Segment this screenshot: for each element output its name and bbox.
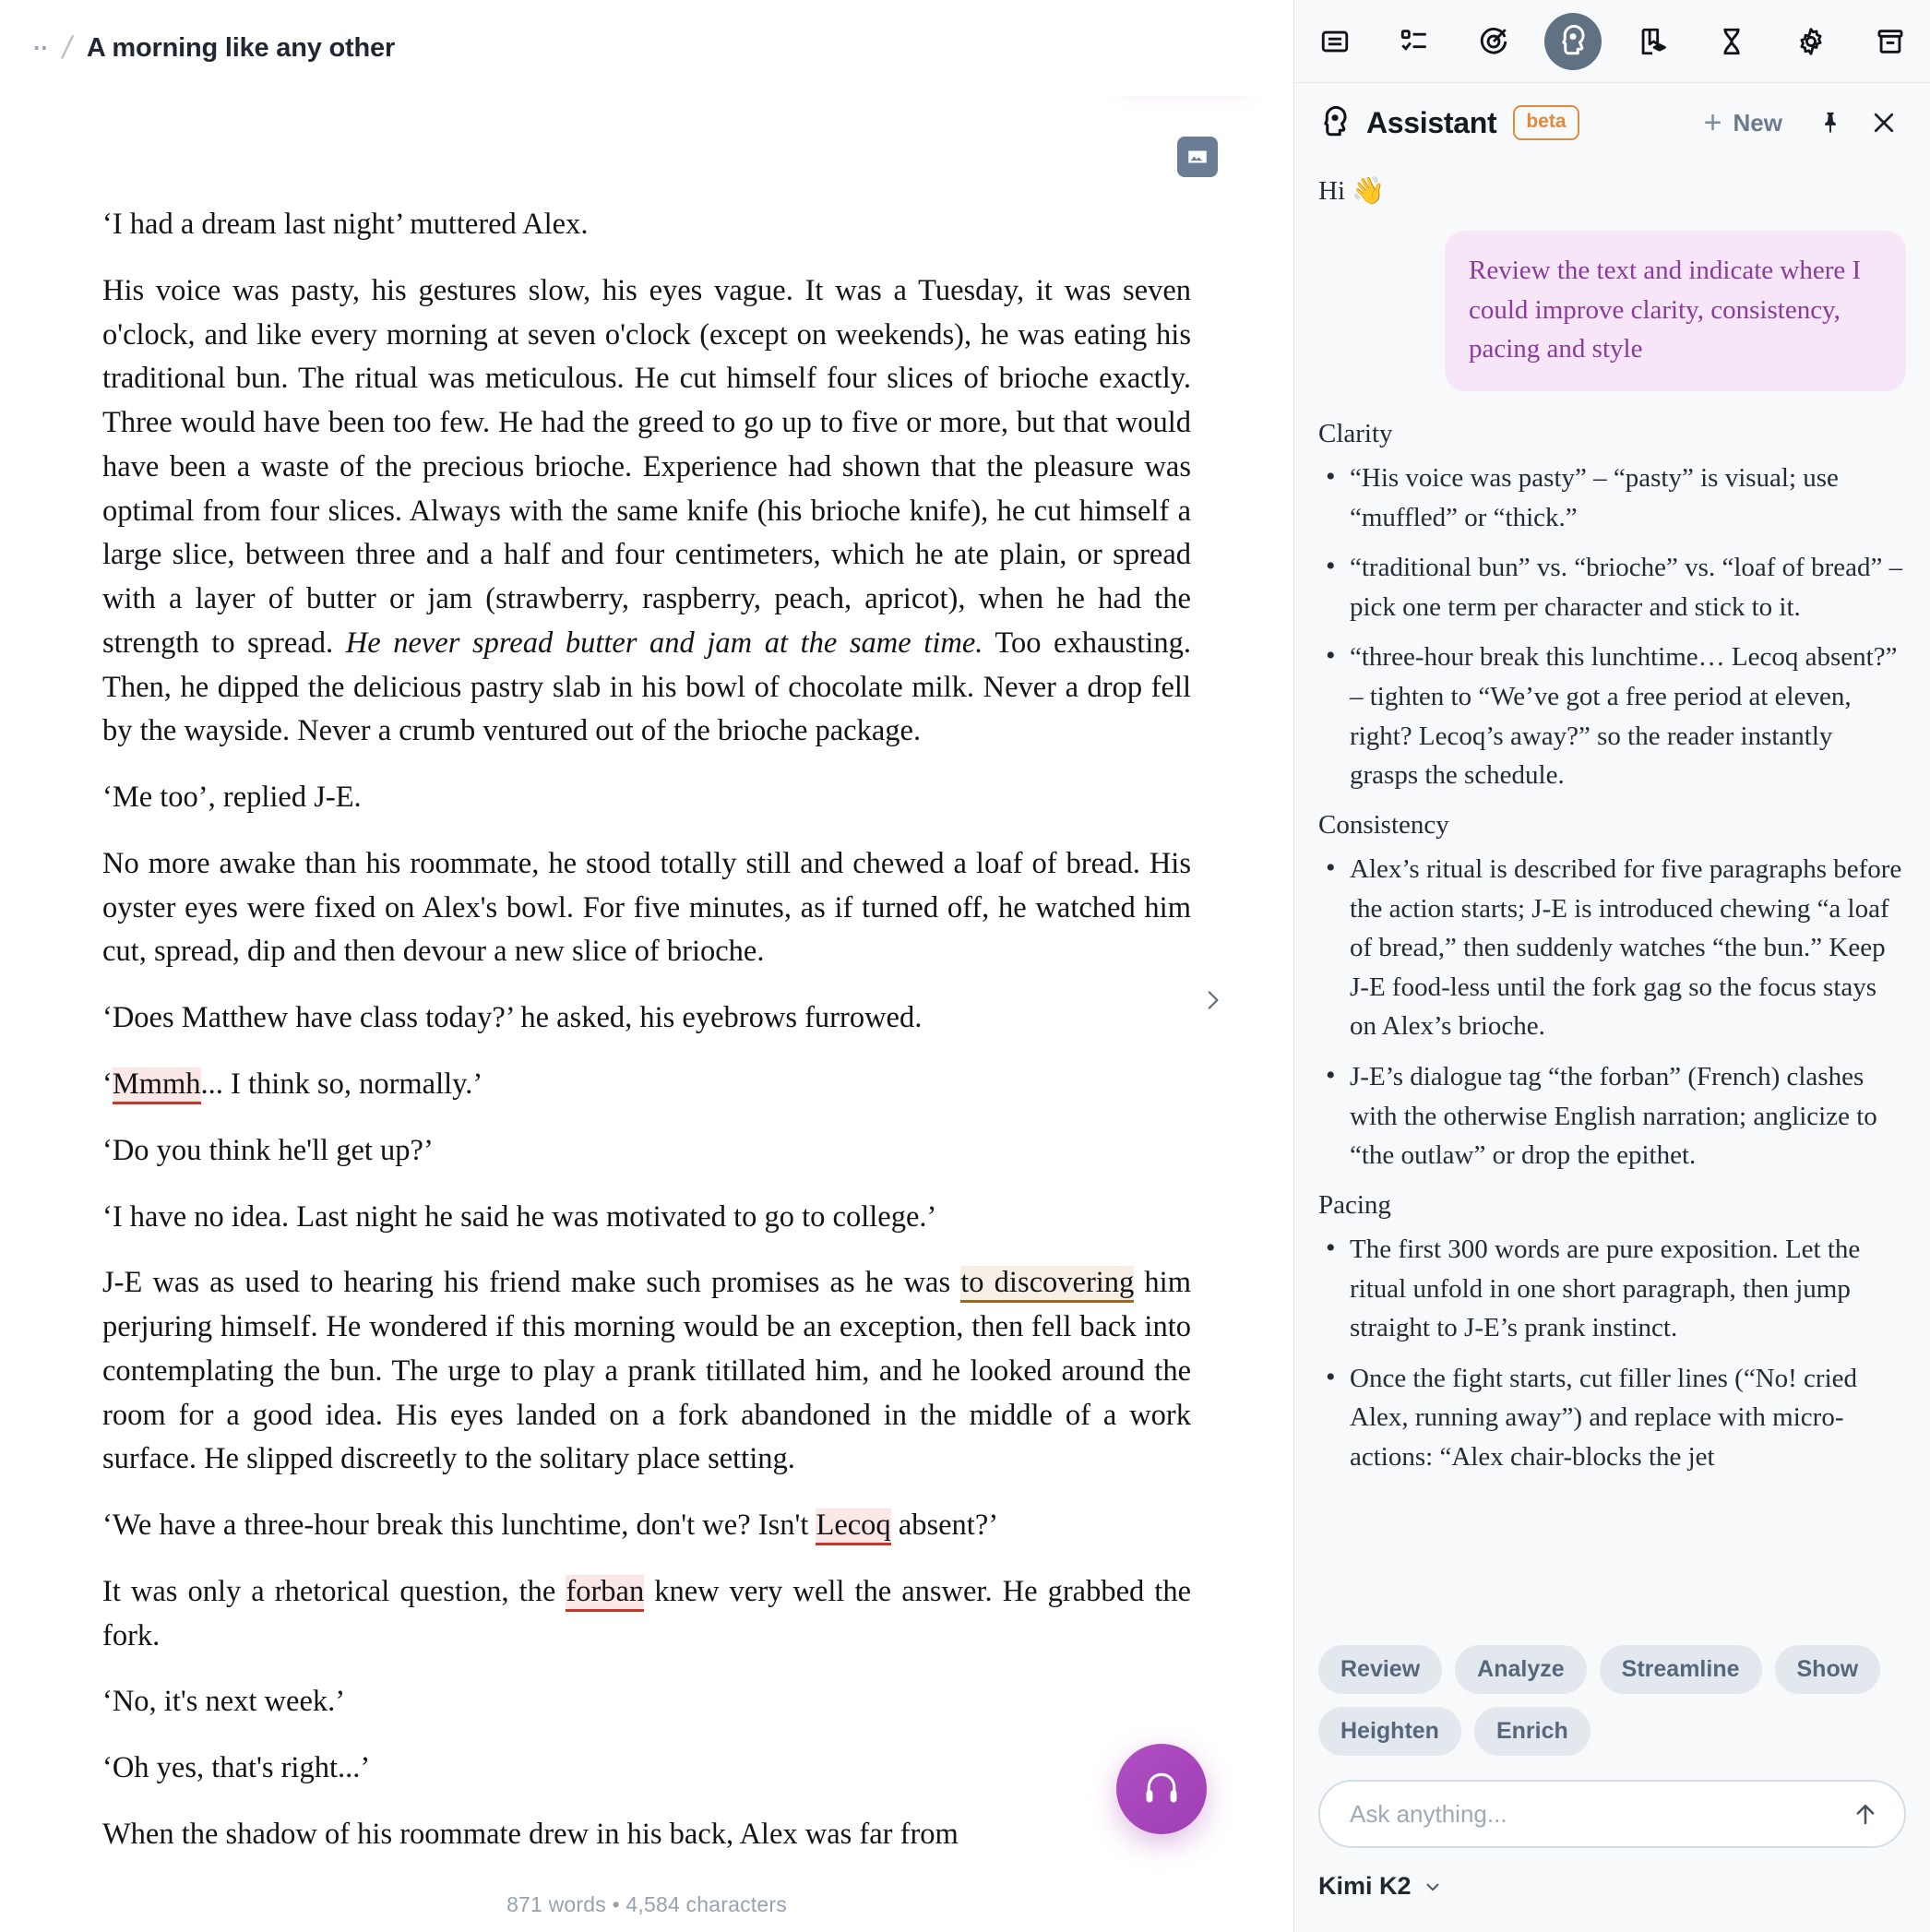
response-bullet: • “three-hour break this lunchtime… Lecoq absent?” – tighten to “We’ve got a free period at eleven, right? Lecoq’s away?” so the reader instantly grasps the schedule. [1318,638,1906,795]
document-paragraph[interactable]: ‘No, it's next week.’ [102,1685,346,1719]
response-bullet: • Alex’s ritual is described for five paragraphs before the action starts; J-E is introduced chewing “a loaf of bread,” then suddenly watches “the bun.” Keep J-E food-less until the fork gag so the focus stays on Alex’s brioche. [1318,850,1906,1046]
document-scroll-area[interactable] [0,96,1293,1932]
image-icon[interactable] [1177,137,1218,177]
note-icon[interactable] [1306,13,1364,70]
document-body[interactable] [102,96,1191,1857]
breadcrumb-parent[interactable]: .. [33,28,49,55]
word-count-status: 871 words • 4,584 characters [0,1878,1293,1926]
document-paragraph[interactable]: It was only a rhetorical question, the forban knew very well the answer. He grabbed the fork. [102,1574,1191,1652]
suggestion-chip[interactable]: Heighten [1318,1707,1461,1756]
book-layers-icon[interactable] [1624,13,1681,70]
checklist-icon[interactable] [1386,13,1443,70]
scroll-fade [1294,1566,1930,1630]
hourglass-icon[interactable] [1703,13,1760,70]
document-paragraph[interactable]: No more awake than his roommate, he stood totally still and chewed a loaf of bread. His oyster eyes were fixed on Alex's bowl. For five minutes, as if turned off, he watched him cut, spread, dip and then devour a new slice of brioche. [102,846,1191,969]
document-paragraph[interactable]: ‘Me too’, replied J-E. [102,781,362,815]
response-bullet: • The first 300 words are pure exposition. Let the ritual unfold in one short paragraph, then jump straight to J-E’s prank instinct. [1318,1230,1906,1348]
assistant-panel-header [1294,83,1930,162]
close-icon[interactable] [1864,102,1904,143]
editor-topbar [0,0,1293,96]
assistant-response [1318,419,1906,1477]
document-paragraph[interactable]: ‘Do you think he'll get up?’ [102,1133,434,1167]
new-chat-label: New [1733,108,1782,137]
assistant-greeting: Hi 👋 [1318,176,1386,206]
response-bullet-list [1318,1230,1906,1477]
send-button[interactable] [1845,1794,1886,1834]
suggestion-chip[interactable]: Review [1318,1645,1442,1694]
response-bullet: • “traditional bun” vs. “brioche” vs. “loaf of bread” – pick one term per character and stick to it. [1318,548,1906,626]
panel-toolbar [1294,0,1930,83]
new-chat-button[interactable] [1704,107,1782,138]
model-selector[interactable] [1294,1848,1930,1932]
pin-icon[interactable] [1810,102,1851,143]
response-section-title: Consistency [1318,809,1449,840]
document-paragraph[interactable]: When the shadow of his roommate drew in his back, Alex was far from [102,1817,959,1851]
user-message-bubble: Review the text and indicate where I could improve clarity, consistency, pacing and style [1445,231,1906,391]
page-title[interactable]: A morning like any other [86,32,396,63]
status-badge: beta [1513,105,1579,140]
model-name: Kimi K2 [1318,1872,1412,1900]
assistant-panel [1293,0,1930,1932]
document-paragraph[interactable]: J-E was as used to hearing his friend make such promises as he was to discovering him perjuring himself. He wondered if this morning would be an exception, then fell back into contemplating the bun. The urge to play a prank titillated him, and he looked around the room for a good idea. His eyes landed on a fork abandoned in the middle of a work surface. He slipped discreetly to the solitary place setting. [102,1266,1191,1476]
gear-icon[interactable] [1782,13,1840,70]
suggestion-chip[interactable]: Streamline [1600,1645,1762,1694]
suggestion-chips [1294,1630,1930,1765]
assistant-head-icon [1318,106,1352,139]
suggestion-chip[interactable]: Enrich [1474,1707,1590,1756]
assistant-head-icon[interactable] [1544,13,1602,70]
assistant-title: Assistant [1366,105,1497,139]
breadcrumb-separator: / [59,30,77,66]
listen-audio-button[interactable] [1116,1744,1207,1834]
suggestion-chip[interactable]: Show [1775,1645,1881,1694]
response-section-title: Clarity [1318,418,1393,448]
document-paragraph[interactable]: ‘We have a three-hour break this lunchtime, don't we? Isn't Lecoq absent?’ [102,1504,1191,1548]
document-paragraph[interactable]: ‘Does Matthew have class today?’ he asked, his eyebrows furrowed. [102,1001,923,1035]
response-section-title: Pacing [1318,1189,1391,1220]
ask-input-wrapper[interactable] [1318,1780,1906,1848]
ask-input[interactable] [1350,1782,1840,1846]
document-paragraph[interactable]: ‘Oh yes, that's right...’ [102,1751,371,1785]
target-icon[interactable] [1465,13,1522,70]
chat-transcript[interactable] [1294,162,1930,1630]
response-bullet: • “His voice was pasty” – “pasty” is visual; use “muffled” or “thick.” [1318,459,1906,537]
expand-panel-chevron-right-icon[interactable] [1194,978,1231,1022]
document-paragraph[interactable]: His voice was pasty, his gestures slow, his eyes vague. It was a Tuesday, it was seven o'clock, and like every morning at seven o'clock (except on weekends), he was eating his traditional bun. The ritual was meticulous. He cut himself four slices of brioche exactly. Three would have been too few. He had the greed to go up to five or more, but that would have been a waste of the precious brioche. Experience had shown that the pleasure was optimal from four slices. Always with the same knife (his brioche knife), he cut himself a large slice, between three and a half and four centimeters, which he ate plain, or spread with a layer of butter or jam (strawberry, raspberry, peach, apricot), when he had the strength to spread. He never spread butter and jam at the same time. Too exhausting. Then, he dipped the delicious pastry slab in his bowl of chocolate milk. Never a drop fell by the wayside. Never a crumb ventured out of the brioche package. [102,273,1191,748]
chat-composer [1294,1765,1930,1848]
chevron-down-icon [1423,1877,1443,1897]
suggestion-chip[interactable]: Analyze [1455,1645,1586,1694]
response-bullet: • J-E’s dialogue tag “the forban” (French) clashes with the otherwise English narration; anglicize to “the outlaw” or drop the epithet. [1318,1057,1906,1175]
response-bullet: • Once the fight starts, cut filler lines (“No! cried Alex, running away”) and replace with micro-actions: “Alex chair-blocks the jet [1318,1359,1906,1477]
response-bullet-list [1318,850,1906,1175]
document-paragraph[interactable]: ‘Mmmh... I think so, normally.’ [102,1063,1191,1107]
document-paragraph[interactable]: ‘I have no idea. Last night he said he was motivated to go to college.’ [102,1199,937,1234]
archive-icon[interactable] [1862,13,1919,70]
response-bullet-list [1318,459,1906,795]
document-paragraph[interactable]: ‘I had a dream last night’ muttered Alex. [102,208,589,241]
plus-icon: + [1703,105,1722,140]
